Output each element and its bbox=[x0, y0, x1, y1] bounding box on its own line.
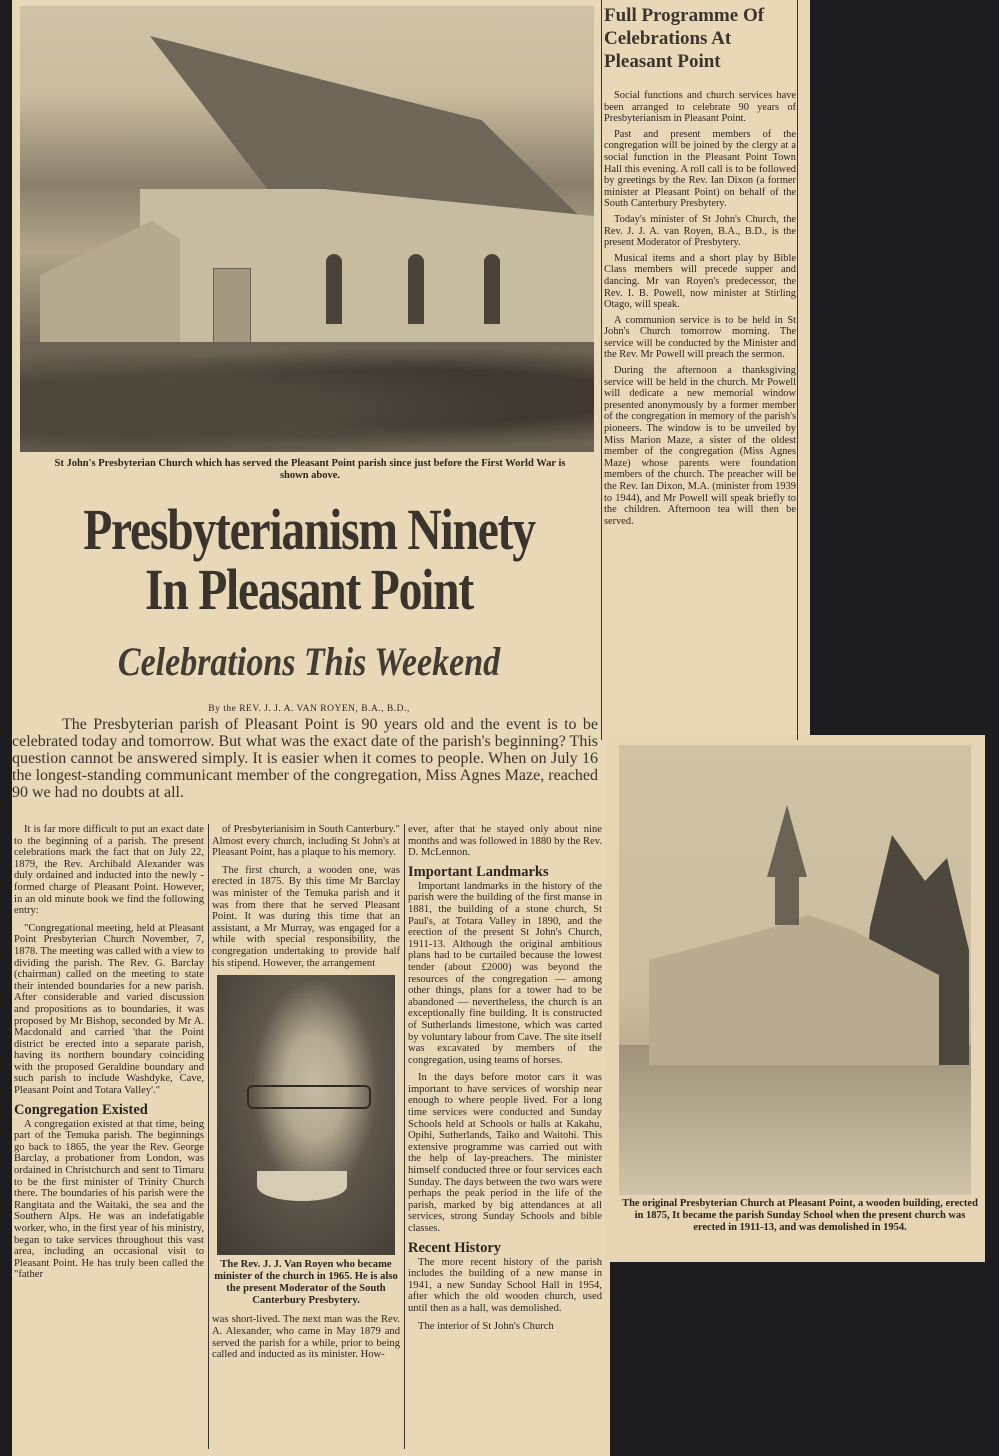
subheadline: Celebrations This Weekend bbox=[117, 639, 501, 684]
glasses bbox=[247, 1085, 371, 1109]
sidebar-rule bbox=[797, 0, 798, 740]
paragraph: was short-lived. The next man was the Rev. A. Alexander, who came in May 1879 and served the parish for a while, prior to being called and inducted as its minister. How- bbox=[212, 1314, 400, 1361]
column-rule bbox=[404, 824, 405, 1449]
byline: By the REV. J. J. A. VAN ROYEN, B.A., B.D., bbox=[208, 704, 410, 714]
paragraph: A communion service is to be held in St John's Church tomorrow morning. The service will be conducted by the Minister and the Rev. Mr Powell will preach the sermon. bbox=[604, 314, 796, 361]
photo-caption-original-church: The original Presbyterian Church at Pleasant Point, a wooden building, erected in 1875, It became the parish Sunday School when the present church was erected in 1911-13, and was demolished in 1954. bbox=[622, 1198, 978, 1233]
section-heading: Recent History bbox=[408, 1239, 502, 1256]
paragraph: Social functions and church services have been arranged to celebrate 90 years of Presbyterianism in Pleasant Point. bbox=[604, 90, 796, 125]
column-rule bbox=[208, 824, 209, 1449]
church-window bbox=[408, 254, 424, 324]
paragraph: Past and present members of the congregation will be joined by the clergy at a social function in the Pleasant Point Town Hall this evening. A roll call is to be followed by greetings by the Rev. Ian Dixon (a former minister at Pleasant Point) on behalf of the South Canterbury Presbytery. bbox=[604, 128, 796, 210]
paragraph: A congregation existed at that time, being part of the Temuka parish. The beginnings go back to 1865, the year the Rev. George Barclay, a probationer from London, was ordained in Christchurch and sent to Timaru to be the first minister of Trinity Church there. The boundaries of his parish were the Rangitata and the Waitaki, the sea and the Southern Alps. He was an indefatigable worker, who, in the first year of his ministry, began to take services throughout this vast area, including an occasional visit to Pleasant Point. He has truly been called the "father bbox=[14, 1118, 204, 1281]
sidebar-headline: Full Programme Of Celebrations At Pleasant Point bbox=[604, 5, 765, 72]
paragraph: Musical items and a short play by Bible Class members will precede supper and dancing. Mr van Royen's predecessor, the Rev. I. B. Powell, now minister at Stirling Otago, will speak. bbox=[604, 252, 796, 311]
photo-st-johns-church bbox=[20, 6, 594, 452]
ground bbox=[619, 1045, 971, 1195]
headline-line-2: In Pleasant Point bbox=[145, 557, 473, 622]
article-column-3 bbox=[408, 824, 602, 1338]
paragraph: The more recent history of the parish includes the building of a new manse in 1941, a new Sunday School Hall in 1954, after which the old wooden church, used until then as a hall, was demolished. bbox=[408, 1256, 602, 1314]
photo-original-church bbox=[619, 745, 971, 1195]
section-heading: Important Landmarks bbox=[408, 863, 549, 880]
paragraph: of Presbyterianisim in South Canterbury." Almost every church, including St John's at Pleasant Point, has a plaque to his memory. bbox=[212, 824, 400, 859]
portrait-photo bbox=[217, 975, 395, 1255]
section-heading: Congregation Existed bbox=[14, 1101, 148, 1118]
lede-paragraph: The Presbyterian parish of Pleasant Point is 90 years old and the event is to be celebrated today and tomorrow. But what was the exact date of the parish's beginning? This question cannot be answered simply. It is easier when it comes to people. When on July 16 the longest-standing communicant member of the congregation, Miss Agnes Maze, reached 90 we had no doubts at all. bbox=[12, 716, 598, 801]
church-spire bbox=[767, 805, 807, 925]
paragraph: The interior of St John's Church bbox=[418, 1320, 554, 1332]
church-window bbox=[326, 254, 342, 324]
shrubbery bbox=[20, 342, 594, 452]
paragraph: ever, after that he stayed only about nine months and was followed in 1880 by the Rev. D. McLennon. bbox=[408, 824, 602, 859]
headline-line-1: Presbyterianism Ninety bbox=[83, 497, 535, 562]
church-window bbox=[484, 254, 500, 324]
headline bbox=[67, 497, 551, 622]
portrait-caption: The Rev. J. J. Van Royen who became minister of the church in 1965. He is also the present Moderator of the South Canterbury Presbytery. bbox=[214, 1259, 398, 1306]
article-column-2 bbox=[212, 824, 400, 1367]
paragraph: Important landmarks in the history of the parish were the building of the first manse in 1881, the building of a stone church, St Paul's, at Totara Valley in 1890, and the erection of the present St John's Church, 1911-13. Although the original ambitious plans had to be curtailed because the lowest tender (about £2000) was beyond the resources of the congregation — among other things, plans for a tower had to be abandoned — nevertheless, the church is an exceptionally fine building. It is constructed of Sutherlands limestone, which was carted by voluntary labour from Cave. The site itself was excavated by members of the congregation, using teams of horses. bbox=[408, 880, 602, 1066]
sidebar-rule bbox=[601, 0, 602, 740]
paragraph: The first church, a wooden one, was erected in 1875. By this time Mr Barclay was minister of the Temuka parish and it was from there that he served Pleasant Point. It was during this time that an assistant, a Mr Murray, was engaged for a while with special responsibility, the congregation undertaking to provide half his stipend. However, the arrangement bbox=[212, 864, 400, 969]
paragraph: During the afternoon a thanksgiving service will be held in the church. Mr Powell will dedicate a new memorial window presented anonymously by a former member of the congregation in memory of the parish's pioneers. The window is to be unveiled by Miss Marion Maze, a sister of the oldest member of the congregation (Miss Agnes Maze) whose parents were foundation members of the church. The preacher will be the Rev. Ian Dixon, M.A. (minister from 1939 to 1944), and Mr Powell will speak briefly to the children. Afternoon tea will then be served. bbox=[604, 365, 796, 527]
paragraph: It is far more difficult to put an exact date to the beginning of a parish. The present celebrations mark the fact that on July 22, 1879, the Rev. Archibald Alexander was duly ordained and inducted into the newly - formed charge of Pleasant Point. However, in an old minute book we find the following entry: bbox=[14, 824, 204, 917]
photo-caption-st-johns: St John's Presbyterian Church which has served the Pleasant Point parish since just before the First World War is shown above. bbox=[54, 458, 566, 481]
clerical-collar bbox=[257, 1171, 347, 1201]
article-column-1 bbox=[14, 824, 204, 1287]
paragraph: Today's minister of St John's Church, the Rev. J. J. A. van Royen, B.A., B.D., is the present Moderator of Presbytery. bbox=[604, 213, 796, 249]
church-door bbox=[213, 268, 251, 346]
sidebar-body bbox=[604, 90, 796, 531]
minute-book-quote: "Congregational meeting, held at Pleasant Point Presbyterian Church November, 7, 1878. The meeting was called with a view to dividing the parish. The Rev. G. Barclay (chairman) called on the meeting to state their intended boundaries for a new parish. After considerable and varied discussion and propositions as to boundaries, it was proposed by Mr Bishop, seconded by Mr A. Macdonald and carried 'that the Point district be erected into a separate parish, having its northern boundary coinciding with the proposed Geraldine boundary and such parish to include Washdyke, Cave, Pleasant Point and Totara Valley'." bbox=[14, 922, 204, 1097]
paragraph: In the days before motor cars it was important to have services of worship near enough to where people lived. For a long time services were conducted and Sunday Schools held at Schools or halls at Kakahu, Opihi, Sutherlands, Taiko and Waitohi. This extensive programme was carried out with the help of lay-preachers. The minister himself conducted three or four services each Sunday. The days between the two wars were perhaps the peak period in the life of the parish, marked by big attendances at all services, strong Sunday Schools and bible classes. bbox=[408, 1072, 602, 1234]
